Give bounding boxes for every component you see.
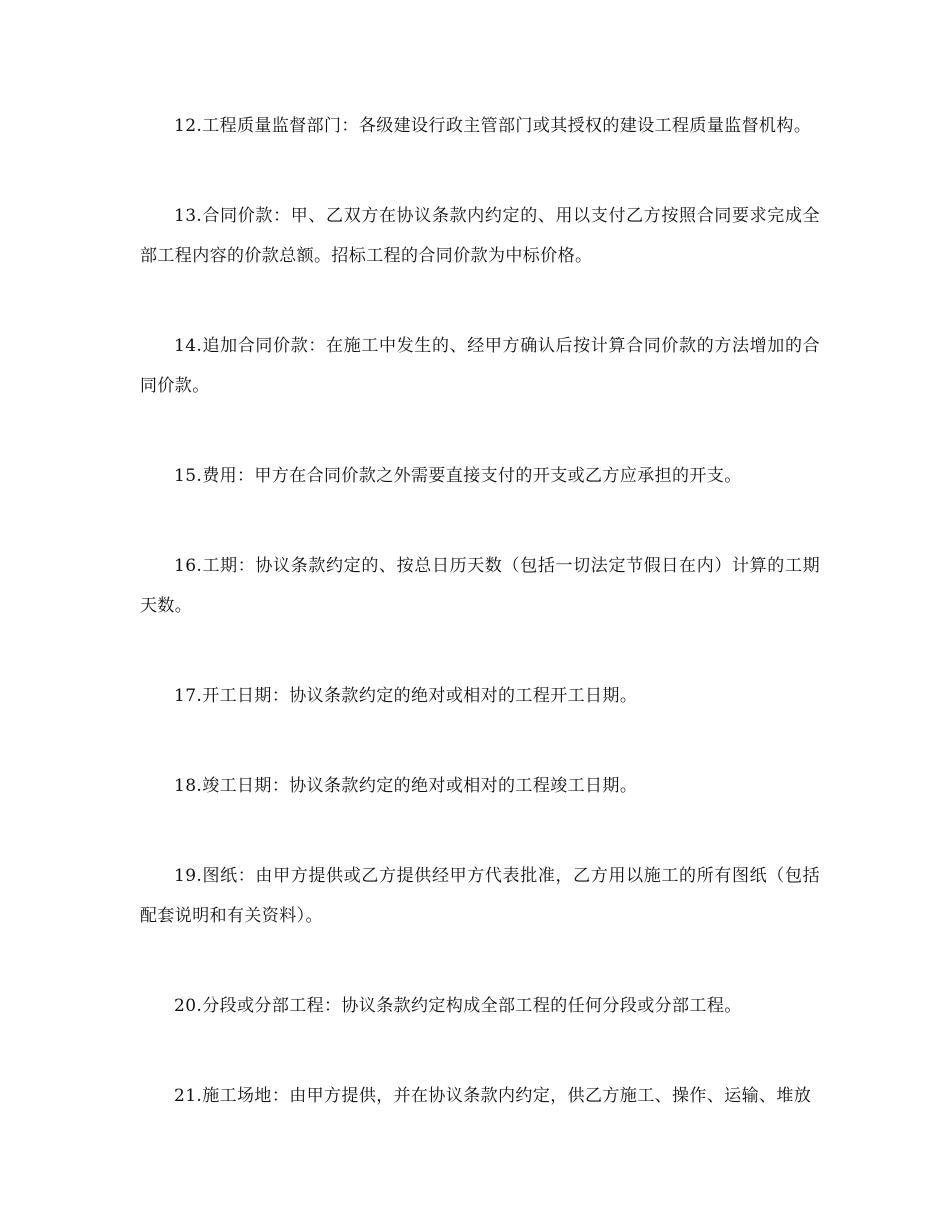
document-page [140, 106, 820, 1166]
clause-21: 21.施工场地：由甲方提供，并在协议条款内约定，供乙方施工、操作、运输、堆放 [174, 1086, 812, 1106]
clause-13: 13.合同价款：甲、乙双方在协议条款内约定的、用以支付乙方按照合同要求完成全部工程内容的价款总额。招标工程的合同价款为中标价格。 [140, 206, 820, 266]
clause-20: 20.分段或分部工程：协议条款约定构成全部工程的任何分段或分部工程。 [174, 996, 742, 1016]
clause-16: 16.工期：协议条款约定的、按总日历天数（包括一切法定节假日在内）计算的工期天数。 [140, 556, 820, 616]
clause-18: 18.竣工日期：协议条款约定的绝对或相对的工程竣工日期。 [174, 776, 638, 796]
clause-19: 19.图纸：由甲方提供或乙方提供经甲方代表批准，乙方用以施工的所有图纸（包括配套说明和有关资料）。 [140, 866, 820, 926]
clause-12: 12.工程质量监督部门：各级建设行政主管部门或其授权的建设工程质量监督机构。 [174, 116, 812, 136]
clause-15: 15.费用：甲方在合同价款之外需要直接支付的开支或乙方应承担的开支。 [174, 466, 742, 486]
clause-17: 17.开工日期：协议条款约定的绝对或相对的工程开工日期。 [174, 686, 638, 706]
clause-14: 14.追加合同价款：在施工中发生的、经甲方确认后按计算合同价款的方法增加的合同价款。 [140, 336, 820, 396]
